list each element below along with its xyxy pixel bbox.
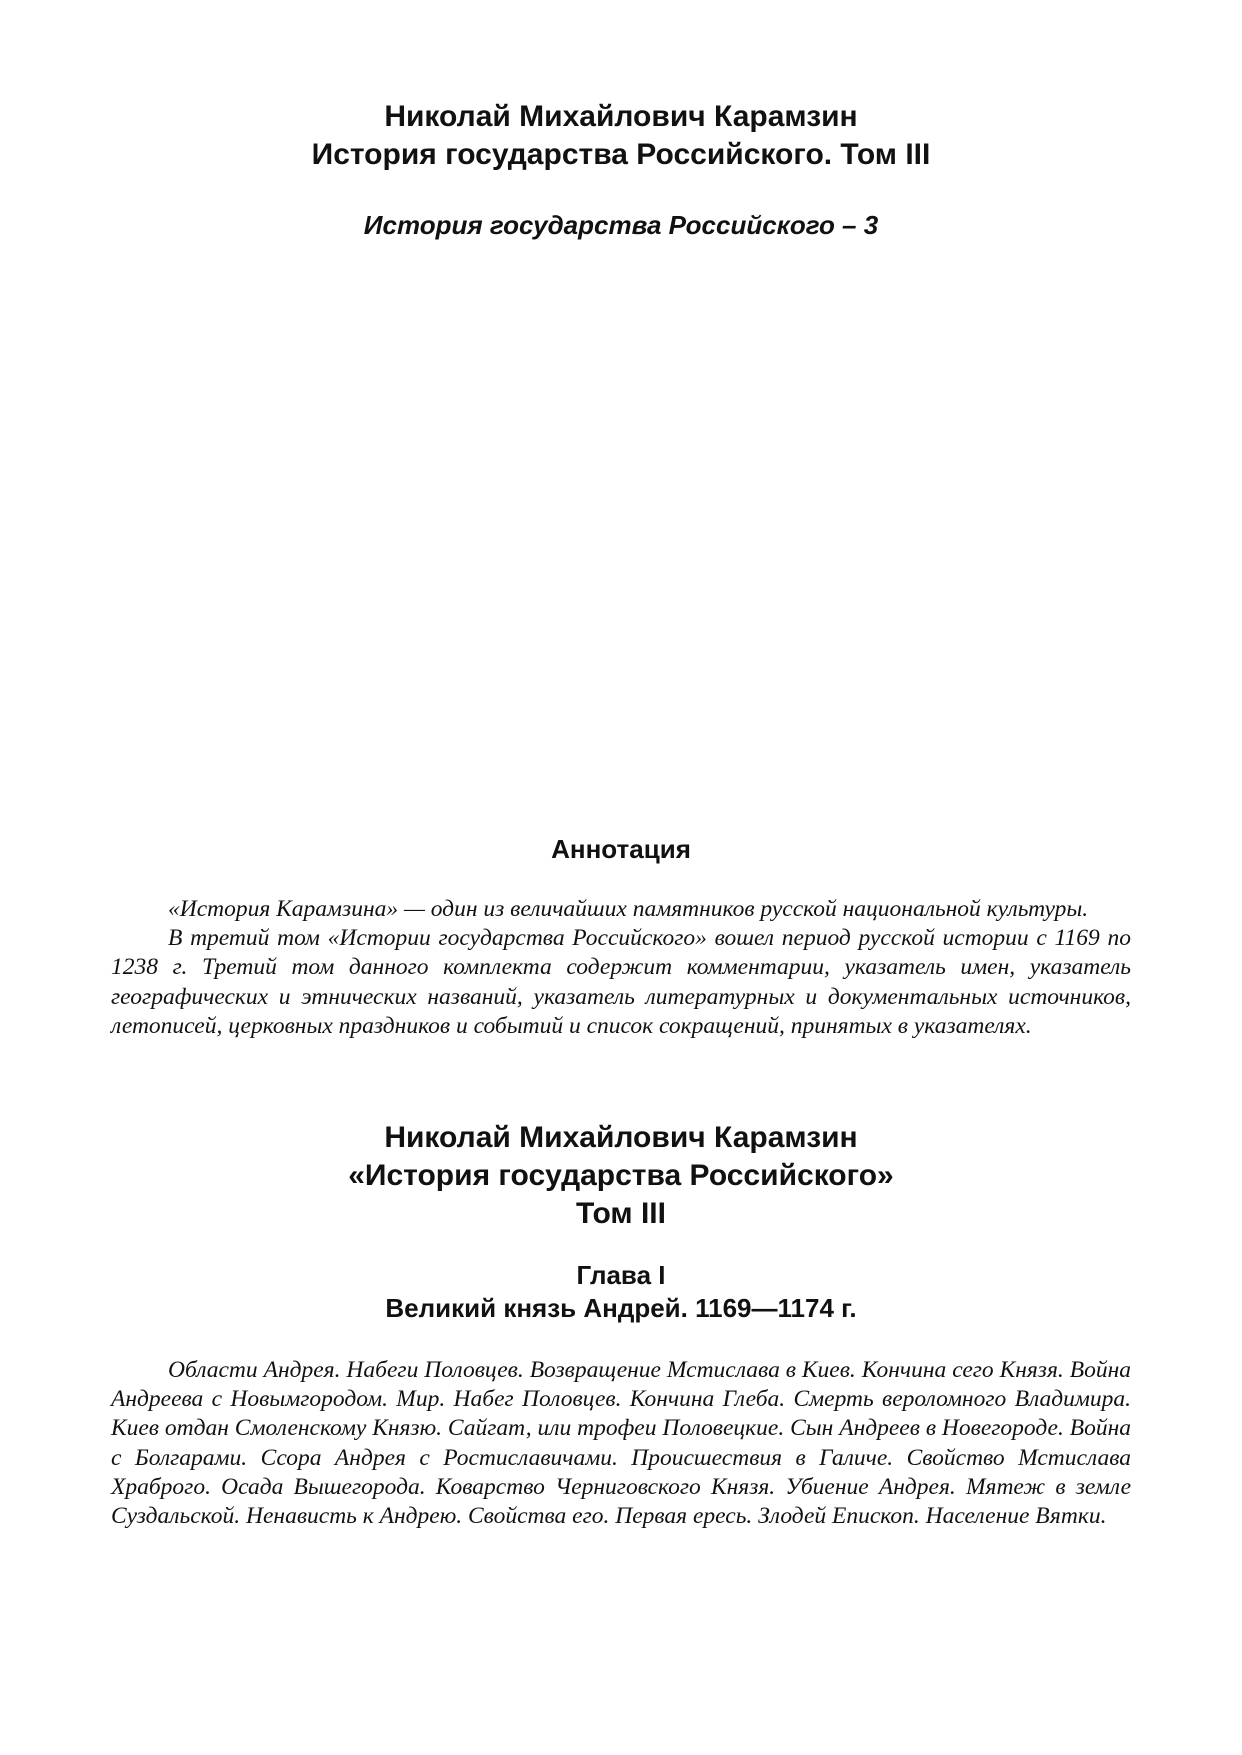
annotation-heading: Аннотация [551, 834, 691, 864]
series-subtitle: История государства Российского – 3 [363, 210, 879, 240]
book-volume: Том III [576, 1197, 666, 1230]
chapter-number: Глава I [576, 1260, 666, 1290]
chapter-heading [0, 1259, 1242, 1325]
chapter-title: Великий князь Андрей. 1169—1174 г. [385, 1293, 857, 1323]
chapter-summary [111, 1356, 1131, 1531]
author-name: Николай Михайлович Карамзин [384, 100, 858, 133]
annotation-body [111, 895, 1131, 1041]
book-title: История государства Российского. Том III [311, 138, 931, 171]
annotation-paragraph: «История Карамзина» — один из величайших памятников русской национальной культуры. [168, 896, 1089, 922]
book-title-quoted: «История государства Российского» [348, 1159, 894, 1192]
document-header [0, 98, 1242, 174]
annotation-paragraph: В третий том «Истории государства Российского» вошел период русской истории с 1169 по 1238 г. Третий том данного комплекта содержит комментарии, указатель имен, указатель географических и этнических названий, указатель литературных и документальных источников, летописей, церковных праздников и событий и список сокращений, принятых в указателях. [111, 925, 1131, 1039]
chapter-summary-paragraph: Области Андрея. Набеги Половцев. Возвращение Мстислава в Киев. Кончина сего Князя. Война Андреева с Новымгородом. Мир. Набег Половцев. Кончина Глеба. Смерть вероломного Владимира. Киев отдан Смоленскому Князю. Сайгат, или трофеи Половецкие. Сын Андреев в Новегороде. Война с Болгарами. Ссора Андрея с Ростиславичами. Происшествия в Галиче. Свойство Мстислава Храброго. Осада Вышегорода. Коварство Черниговского Князя. Убиение Андрея. Мятеж в земле Суздальской. Ненависть к Андрею. Свойства его. Первая ересь. Злодей Епископ. Население Вятки. [111, 1357, 1131, 1530]
book-author: Николай Михайлович Карамзин [384, 1121, 858, 1154]
book-title-block [0, 1119, 1242, 1233]
